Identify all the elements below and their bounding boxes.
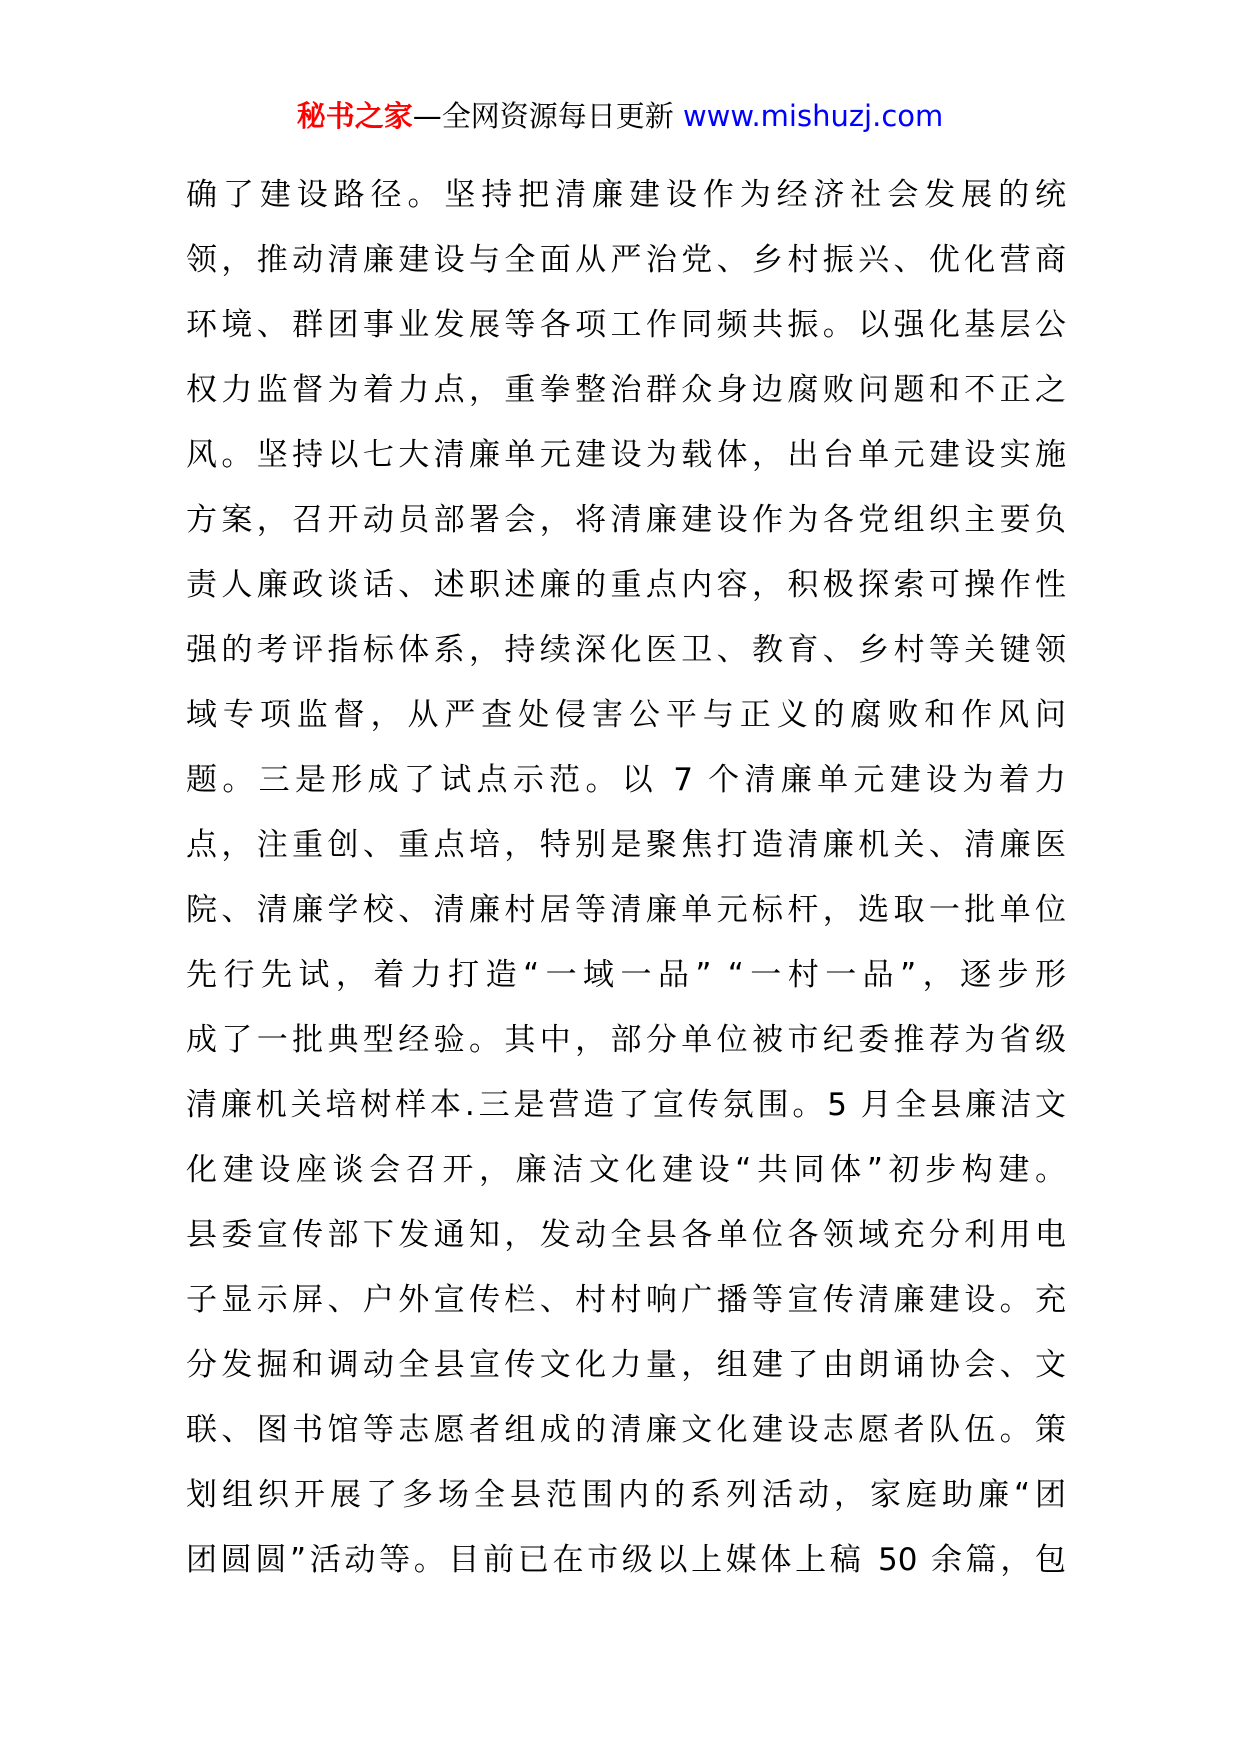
text-line: 划组织开展了多场全县范围内的系列活动，家庭助廉“团 [186, 1477, 1066, 1513]
text-line: 域专项监督，从严查处侵害公平与正义的腐败和作风问 [186, 697, 1066, 733]
text-line: 点，注重创、重点培，特别是聚焦打造清廉机关、清廉医 [186, 827, 1066, 863]
text-line: 清廉机关培树样本.三是营造了宣传氛围。5 月全县廉洁文 [186, 1087, 1066, 1123]
text-line: 风。坚持以七大清廉单元建设为载体，出台单元建设实施 [186, 437, 1066, 473]
text-line: 子显示屏、户外宣传栏、村村响广播等宣传清廉建设。充 [186, 1282, 1066, 1318]
text-line: 联、图书馆等志愿者组成的清廉文化建设志愿者队伍。策 [186, 1412, 1066, 1448]
text-line: 化建设座谈会召开，廉洁文化建设“共同体”初步构建。 [186, 1152, 1066, 1188]
brand-name: 秘书之家 [296, 99, 413, 133]
text-line: 责人廉政谈话、述职述廉的重点内容，积极探索可操作性 [186, 567, 1066, 603]
text-line: 方案，召开动员部署会，将清廉建设作为各党组织主要负 [186, 502, 1066, 538]
text-line: 强的考评指标体系，持续深化医卫、教育、乡村等关键领 [186, 632, 1066, 668]
text-line: 成了一批典型经验。其中，部分单位被市纪委推荐为省级 [186, 1022, 1066, 1058]
text-line: 领，推动清廉建设与全面从严治党、乡村振兴、优化营商 [186, 242, 1066, 278]
document-body [186, 163, 1066, 1593]
text-line: 分发掘和调动全县宣传文化力量，组建了由朗诵协会、文 [186, 1347, 1066, 1383]
text-line: 题。三是形成了试点示范。以 7 个清廉单元建设为着力 [186, 762, 1066, 798]
text-line: 确了建设路径。坚持把清廉建设作为经济社会发展的统 [186, 177, 1066, 213]
text-line: 县委宣传部下发通知，发动全县各单位各领域充分利用电 [186, 1217, 1066, 1253]
text-line: 先行先试，着力打造“一域一品” “一村一品”，逐步形 [186, 957, 1066, 993]
text-line: 权力监督为着力点，重拳整治群众身边腐败问题和不正之 [186, 372, 1066, 408]
text-line: 环境、群团事业发展等各项工作同频共振。以强化基层公 [186, 307, 1066, 343]
page-header [0, 98, 1240, 134]
text-line: 团圆圆”活动等。目前已在市级以上媒体上稿 50 余篇，包 [186, 1542, 1066, 1578]
header-tagline: —全网资源每日更新 [412, 99, 683, 133]
text-line: 院、清廉学校、清廉村居等清廉单元标杆，选取一批单位 [186, 892, 1066, 928]
site-url-link[interactable]: www.mishuzj.com [682, 99, 944, 133]
